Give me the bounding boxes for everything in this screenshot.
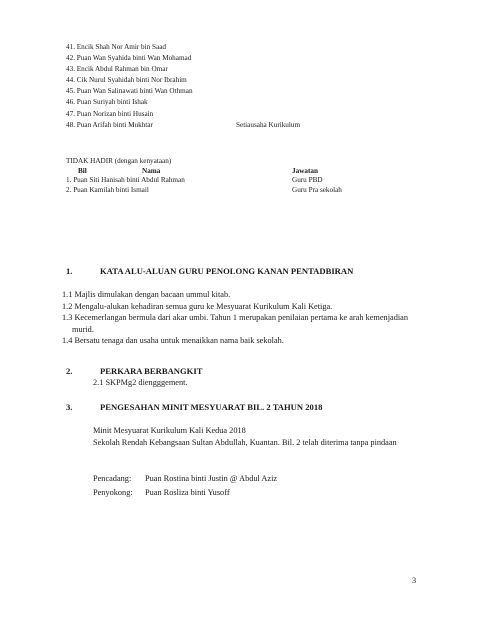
list-item: 1.2 Mengalu-alukan kehadiran semua guru ke Mesyuarat Kurikulum Kali Ketiga. [62, 301, 333, 311]
col-bil: Bil [78, 167, 87, 175]
table-row: 2. Puan Kamilah binti Ismail Guru Pra sekolah [66, 185, 342, 194]
section-2-title: 2. PERKARA BERBANGKIT [66, 366, 203, 376]
seconder-line: Penyokong: Puan Rosliza binti Yusoff [93, 488, 230, 497]
absent-heading: TIDAK HADIR (dengan kenyataan) [66, 157, 172, 165]
list-item: 1.1 Majlis dimulakan dengan bacaan ummul kitab. [62, 290, 231, 299]
section-1-body [62, 289, 422, 347]
attendee-role: Setiausaha Kurikulum [236, 120, 301, 129]
attendee-item: 42. Puan Wan Syahida binti Wan Mohamad [66, 54, 192, 63]
list-item: 1.4 Bersatu tenaga dan usaha untuk menaikkan nama baik sekolah. [62, 336, 284, 346]
attendee-item: 41. Encik Shah Nor Amir bin Saad [66, 43, 167, 51]
page-number: 3 [412, 576, 417, 585]
list-item: 1.3 Kecemerlangan bermula dari akar umbi. Tahun 1 merupakan penilaian pertama ke arah kemenjadian murid. [62, 313, 408, 334]
section-3-body [93, 425, 423, 448]
absent-table [66, 166, 342, 195]
col-jawatan: Jawatan [292, 167, 318, 175]
list-item: 2.1 SKPMg2 diengggement. [93, 378, 188, 387]
absent-section [66, 156, 406, 195]
attendee-item: 46. Puan Suriyah binti Ishak [66, 98, 148, 107]
attendee-item: 44. Cik Nurul Syahidah binti Nor Ibrahim [66, 76, 187, 85]
attendee-item: 48. Puan Arifah binti Mukhtar Setiausaha Kurikulum [66, 120, 366, 131]
col-nama: Nama [142, 167, 161, 175]
section-3-title: 3. PENGESAHAN MINIT MESYUARAT BIL. 2 TAHUN 2018 [66, 402, 323, 412]
attendee-item: 43. Encik Abdul Rahman bin Omar [66, 65, 168, 74]
proposer-line: Pencadang: Puan Rostina binti Justin @ Abdul Aziz [93, 474, 278, 483]
absent-header-row [66, 166, 342, 176]
section-1-title: 1. KATA ALU-ALUAN GURU PENOLONG KANAN PENTADBIRAN [66, 266, 354, 276]
minutes-line-2: Sekolah Rendah Kebangsaan Sultan Abdullah, Kuantan. Bil. 2 telah diterima tanpa pindaan [93, 437, 397, 447]
minutes-line-1: Minit Mesyuarat Kurikulum Kali Kedua 2018 [93, 426, 246, 435]
attendee-item: 45. Puan Wan Salinawati binti Wan Othman [66, 87, 193, 96]
table-row: 1. Puan Siti Hanisah binti Abdul Rahman Guru PBD [66, 176, 323, 184]
attendee-list [66, 42, 366, 131]
section-2-body [93, 377, 393, 389]
attendee-item: 47. Puan Norizan binti Husain [66, 109, 154, 118]
